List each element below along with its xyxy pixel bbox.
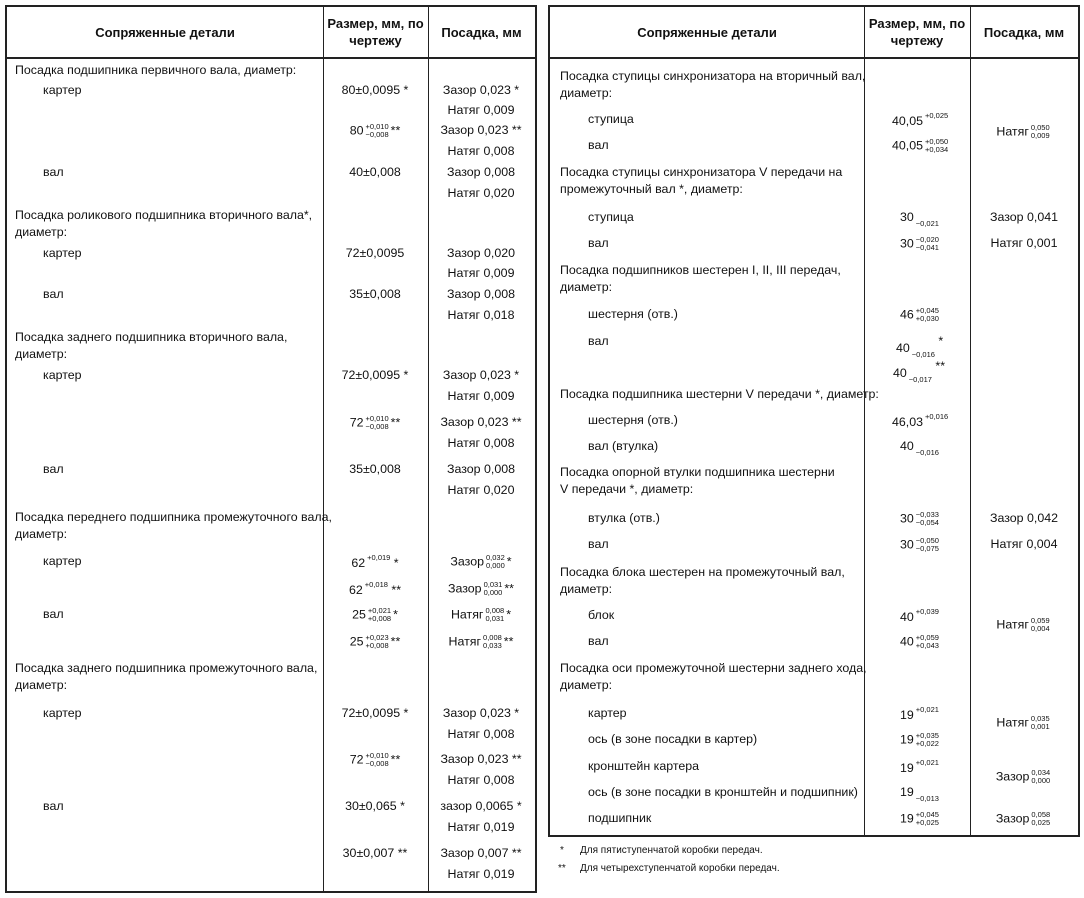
fit-word: Натяг <box>448 634 482 649</box>
group-title: диаметр: <box>15 225 68 239</box>
tol-upper: −0,020 <box>915 235 939 244</box>
part-label: ось (в зоне посадки в кронштейн и подшипник) <box>588 785 858 799</box>
size-base: 19 <box>900 811 914 826</box>
fit-value: Натяг 0,020 <box>447 483 515 497</box>
header-size: Размер, мм, по чертежу <box>868 16 966 48</box>
fit-word: Зазор <box>995 769 1030 784</box>
part-label: ступица <box>588 210 634 224</box>
fit-tolerance <box>449 634 514 650</box>
size-tolerance <box>900 210 939 228</box>
size-tolerance <box>350 634 401 650</box>
size-tolerance <box>900 511 941 527</box>
fit-value: Зазор 0,023 * <box>442 706 520 720</box>
footnote-text: Для четырехступенчатой коробки передач. <box>580 863 780 874</box>
fit-lower: 0,033 <box>483 641 502 650</box>
size-base: 40 <box>900 439 914 453</box>
header-divider <box>550 57 1078 59</box>
size-base: 19 <box>900 708 914 722</box>
tol-lower: −0,008 <box>365 422 389 431</box>
part-label: вал <box>588 634 609 648</box>
fit-upper: 0,035 <box>1030 714 1050 723</box>
size-value: 35±0,008 <box>349 287 401 301</box>
footnote-mark: ** <box>504 581 514 596</box>
part-label: вал <box>588 334 609 348</box>
size-base: 40 <box>893 366 907 380</box>
footnote-mark: ** <box>390 634 401 649</box>
fit-tolerance <box>996 715 1051 731</box>
size-tolerance <box>350 415 401 431</box>
fit-value: Зазор 0,007 ** <box>440 846 522 860</box>
part-label: шестерня (отв.) <box>588 413 678 427</box>
footnote-mark: * <box>938 334 944 348</box>
fit-tolerance <box>996 617 1051 633</box>
fit-tolerance <box>448 581 514 597</box>
size-tolerance <box>900 537 941 553</box>
part-label: вал <box>588 537 609 551</box>
fit-value: Натяг 0,008 <box>447 727 515 741</box>
fit-upper: 0,008 <box>485 606 505 615</box>
fit-value: Натяг 0,009 <box>447 389 515 403</box>
fit-value: Зазор 0,008 <box>446 462 516 476</box>
size-base: 62 <box>348 583 363 597</box>
part-label: картер <box>43 706 82 720</box>
header-parts: Сопряженные детали <box>95 24 235 40</box>
size-base: 40,05 <box>892 114 924 128</box>
group-title: V передачи *, диаметр: <box>560 482 694 496</box>
tol-upper: +0,021 <box>915 758 939 767</box>
group-title: промежуточный вал *, диаметр: <box>560 182 743 196</box>
size-tolerance <box>352 607 398 623</box>
group-title: диаметр: <box>560 582 613 596</box>
footnote-mark: * <box>393 556 399 570</box>
group-title: Посадка заднего подшипника вторичного вала, <box>15 330 288 344</box>
tol-upper: +0,021 <box>915 705 939 714</box>
group-title: диаметр: <box>560 86 613 100</box>
part-label: блок <box>588 608 615 622</box>
fit-value: Зазор 0,008 <box>446 287 516 301</box>
fit-value: Натяг 0,008 <box>447 773 515 787</box>
column-divider <box>864 7 865 835</box>
part-label: картер <box>43 368 82 382</box>
fit-value: Натяг 0,019 <box>447 867 515 881</box>
size-base: 72 <box>349 752 364 767</box>
tol-lower: −0,013 <box>915 794 939 803</box>
tol-upper: +0,023 <box>365 633 389 642</box>
tol-lower: −0,041 <box>915 243 939 252</box>
size-base: 25 <box>352 607 366 622</box>
fit-value: Зазор 0,023 ** <box>440 123 522 137</box>
size-base: 72 <box>349 415 364 430</box>
size-value: 72±0,0095 * <box>341 368 409 382</box>
size-tolerance <box>900 785 939 803</box>
group-title: Посадка роликового подшипника вторичного вала*, <box>15 208 313 222</box>
fit-word: Натяг <box>450 607 484 622</box>
group-title: Посадка подшипников шестерен I, II, III передач, <box>560 263 841 277</box>
part-label: шестерня (отв.) <box>588 307 678 321</box>
size-tolerance <box>896 334 943 359</box>
footnote-mark: ** <box>390 123 401 138</box>
tol-lower: −0,054 <box>915 518 939 527</box>
part-label: вал <box>588 236 609 250</box>
size-tolerance <box>900 732 941 748</box>
fit-lower: 0,000 <box>485 561 505 570</box>
fit-upper: 0,058 <box>1031 810 1051 819</box>
tol-lower: −0,017 <box>908 375 932 384</box>
size-base: 46,03 <box>892 415 924 429</box>
group-title: Посадка заднего подшипника промежуточного вала, <box>15 661 318 675</box>
size-base: 30 <box>900 236 914 251</box>
size-base: 40 <box>900 610 914 624</box>
tol-upper: +0,025 <box>925 111 949 120</box>
fit-value: Натяг 0,001 <box>990 236 1058 250</box>
part-label: вал <box>43 165 64 179</box>
size-tolerance <box>900 634 941 650</box>
group-title: Посадка ступицы синхронизатора на вторичный вал, <box>560 69 866 83</box>
fit-tolerance <box>996 769 1052 785</box>
footnote-mark: ** <box>935 359 946 373</box>
tol-upper: +0,019 <box>367 553 391 562</box>
tol-lower: −0,008 <box>365 759 389 768</box>
footnote-mark: ** <box>391 583 402 597</box>
part-label: ось (в зоне посадки в картер) <box>588 732 758 746</box>
part-label: кронштейн картера <box>588 759 700 773</box>
fit-value: Натяг 0,019 <box>447 820 515 834</box>
part-label: вал <box>588 138 609 152</box>
tol-lower: +0,022 <box>915 739 939 748</box>
fit-lower: 0,031 <box>485 614 505 623</box>
tol-upper: +0,035 <box>915 731 939 740</box>
size-tolerance <box>900 236 941 252</box>
size-tolerance <box>900 439 939 457</box>
size-base: 25 <box>349 634 364 649</box>
size-base: 30 <box>900 511 914 526</box>
tol-lower: +0,008 <box>365 641 389 650</box>
group-title: Посадка переднего подшипника промежуточного вала, <box>15 510 332 524</box>
size-tolerance <box>892 112 948 129</box>
size-tolerance <box>351 554 398 571</box>
fit-upper: 0,008 <box>483 633 502 642</box>
footnote-mark: * <box>560 845 564 856</box>
part-label: вал <box>43 799 64 813</box>
size-value: 35±0,008 <box>349 462 401 476</box>
tol-upper: +0,018 <box>364 580 388 589</box>
part-label: картер <box>588 706 627 720</box>
fit-value: Зазор 0,023 * <box>442 83 520 97</box>
tol-lower: +0,034 <box>925 145 949 154</box>
size-base: 30 <box>900 210 914 224</box>
tol-upper: +0,045 <box>915 306 939 315</box>
size-tolerance <box>893 359 945 384</box>
tol-upper: +0,010 <box>365 751 389 760</box>
part-label: ступица <box>588 112 634 126</box>
size-base: 19 <box>900 732 914 747</box>
fit-upper: 0,059 <box>1030 616 1050 625</box>
footnote-mark: * <box>506 554 512 569</box>
footnote-text: Для пятиступенчатой коробки передач. <box>580 845 763 856</box>
fit-lower: 0,000 <box>1031 776 1051 785</box>
part-label: картер <box>43 554 82 568</box>
right-table <box>548 5 1080 837</box>
size-base: 19 <box>900 761 914 775</box>
tol-lower: −0,008 <box>365 130 389 139</box>
group-title: Посадка блока шестерен на промежуточный вал, <box>560 565 845 579</box>
size-base: 40 <box>900 634 914 649</box>
group-title: Посадка ступицы синхронизатора V передачи на <box>560 165 843 179</box>
fit-word: Натяг <box>996 617 1029 632</box>
footnote-mark: ** <box>558 863 566 874</box>
size-value: 30±0,065 * <box>345 799 405 813</box>
part-label: втулка (отв.) <box>588 511 660 525</box>
size-tolerance <box>892 413 948 430</box>
column-divider <box>323 7 324 891</box>
fit-tolerance <box>996 124 1051 140</box>
fit-upper: 0,032 <box>485 553 505 562</box>
tol-upper: +0,010 <box>365 414 389 423</box>
footnote-mark: ** <box>503 634 514 649</box>
tol-upper: +0,045 <box>915 810 939 819</box>
size-tolerance <box>900 811 941 827</box>
size-value: 40±0,008 <box>349 165 401 179</box>
part-label: подшипник <box>588 811 652 825</box>
part-label: картер <box>43 246 82 260</box>
fit-word: Натяг <box>996 124 1029 139</box>
part-label: вал (втулка) <box>588 439 659 453</box>
size-tolerance <box>350 123 401 139</box>
fit-lower: 0,000 <box>483 588 503 597</box>
fit-value: Натяг 0,008 <box>447 436 515 450</box>
fit-upper: 0,050 <box>1030 123 1050 132</box>
fit-value: Зазор 0,023 * <box>442 368 520 382</box>
left-table <box>5 5 537 893</box>
size-tolerance <box>900 608 939 625</box>
group-title: Посадка подшипника первичного вала, диаметр: <box>15 63 297 77</box>
fit-word: Натяг <box>996 715 1029 730</box>
fit-lower: 0,001 <box>1030 722 1050 731</box>
size-base: 30 <box>900 537 914 552</box>
size-base: 19 <box>900 785 914 799</box>
column-divider <box>970 7 971 835</box>
header-size: Размер, мм, по чертежу <box>327 16 424 48</box>
size-value: 30±0,007 ** <box>342 846 408 860</box>
tol-lower: −0,016 <box>911 350 935 359</box>
size-base: 80 <box>349 123 364 138</box>
fit-value: Зазор 0,041 <box>989 210 1059 224</box>
size-base: 40,05 <box>892 138 924 153</box>
group-title: диаметр: <box>15 527 68 541</box>
fit-value: Натяг 0,004 <box>990 537 1058 551</box>
fit-word: Зазор <box>448 581 482 596</box>
fit-value: Натяг 0,009 <box>447 103 515 117</box>
size-tolerance <box>349 581 401 598</box>
size-tolerance <box>892 138 950 154</box>
tol-lower: +0,030 <box>915 314 939 323</box>
fit-value: Натяг 0,020 <box>447 186 515 200</box>
fit-tolerance <box>451 607 511 623</box>
group-title: диаметр: <box>560 280 613 294</box>
fit-upper: 0,031 <box>483 580 503 589</box>
fit-value: Зазор 0,023 ** <box>440 752 522 766</box>
size-tolerance <box>900 706 939 723</box>
footnote-mark: ** <box>390 752 401 767</box>
fit-value: Натяг 0,009 <box>447 266 515 280</box>
fit-value: зазор 0,0065 * <box>440 799 522 813</box>
part-label: вал <box>43 287 64 301</box>
tol-upper: −0,033 <box>915 510 939 519</box>
tol-upper: +0,050 <box>925 137 949 146</box>
tol-lower: +0,025 <box>915 818 939 827</box>
tol-lower: +0,043 <box>915 641 939 650</box>
fit-lower: 0,004 <box>1030 624 1050 633</box>
tol-lower: +0,008 <box>367 614 392 623</box>
fit-tolerance <box>996 811 1052 827</box>
size-value: 80±0,0095 * <box>341 83 409 97</box>
fit-value: Зазор 0,023 ** <box>440 415 522 429</box>
tol-lower: −0,016 <box>915 448 939 457</box>
header-fit: Посадка, мм <box>441 24 522 40</box>
tol-lower: −0,075 <box>915 544 939 553</box>
tol-lower: −0,021 <box>915 219 939 228</box>
size-tolerance <box>900 759 939 776</box>
tol-upper: +0,059 <box>915 633 939 642</box>
size-value: 72±0,0095 <box>345 246 405 260</box>
column-divider <box>428 7 429 891</box>
fit-word: Зазор <box>450 554 484 569</box>
fit-value: Натяг 0,018 <box>447 308 515 322</box>
fit-lower: 0,009 <box>1030 131 1050 140</box>
size-base: 46 <box>900 307 914 322</box>
group-title: диаметр: <box>15 678 68 692</box>
size-base: 40 <box>896 341 910 355</box>
group-title: Посадка оси промежуточной шестерни заднего хода, <box>560 661 867 675</box>
group-title: Посадка подшипника шестерни V передачи *, диаметр: <box>560 387 879 401</box>
footnote-mark: * <box>393 607 398 622</box>
size-value: 72±0,0095 * <box>341 706 409 720</box>
header-divider <box>7 57 535 59</box>
group-title: Посадка опорной втулки подшипника шестерни <box>560 465 835 479</box>
header-fit: Посадка, мм <box>983 24 1065 40</box>
fit-tolerance <box>450 554 511 570</box>
part-label: картер <box>43 83 82 97</box>
tol-upper: −0,050 <box>915 536 939 545</box>
part-label: вал <box>43 462 64 476</box>
tol-upper: +0,021 <box>367 606 392 615</box>
size-tolerance <box>350 752 401 768</box>
footnote-mark: * <box>506 607 512 622</box>
size-base: 62 <box>351 556 366 570</box>
tol-upper: +0,039 <box>915 607 939 616</box>
fit-value: Зазор 0,020 <box>446 246 516 260</box>
size-tolerance <box>900 307 941 323</box>
group-title: диаметр: <box>560 678 613 692</box>
fit-value: Зазор 0,008 <box>446 165 516 179</box>
tol-upper: +0,010 <box>365 122 389 131</box>
fit-word: Зазор <box>995 811 1030 826</box>
header-parts: Сопряженные детали <box>637 24 777 40</box>
part-label: вал <box>43 607 64 621</box>
group-title: диаметр: <box>15 347 68 361</box>
footnote-mark: ** <box>390 415 401 430</box>
fit-value: Зазор 0,042 <box>989 511 1059 525</box>
fit-upper: 0,034 <box>1031 768 1051 777</box>
fit-value: Натяг 0,008 <box>447 144 515 158</box>
fit-lower: 0,025 <box>1031 818 1051 827</box>
tol-upper: +0,016 <box>925 412 949 421</box>
